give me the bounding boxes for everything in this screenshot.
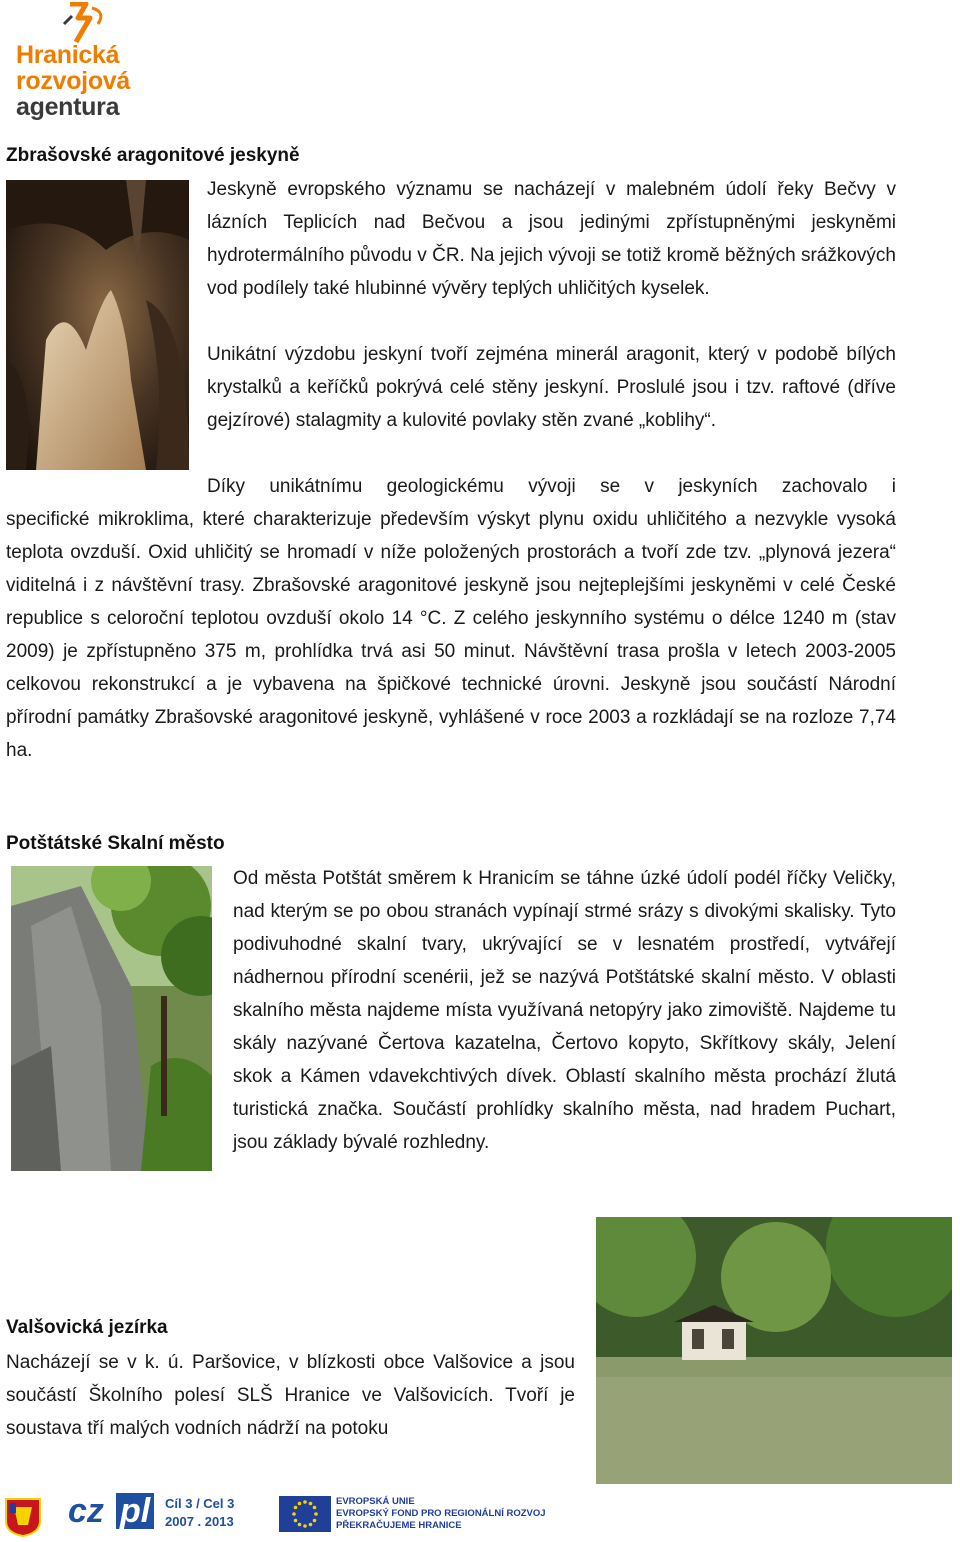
hranicka-logo bbox=[16, 2, 130, 124]
cil3-line1: Cíl 3 / Cel 3 bbox=[165, 1496, 235, 1511]
eu-stars-icon bbox=[279, 1496, 331, 1532]
logo-line-2: rozvojová bbox=[16, 67, 130, 95]
caves-paragraph-1: Jeskyně evropského významu se nacházejí v malebném údolí řeky Bečvy v lázních Teplicích nad Bečvou a jsou jedinými zpřístupněnými jeskyněmi hydrotermálního původu v ČR. Na jejich vývoji se totiž kromě běžných srážkových vod podílely také hlubinné vývěry teplých uhličitých kyselek. bbox=[207, 179, 896, 299]
logo-line-1: Hranická bbox=[16, 41, 120, 69]
czpl-logo bbox=[68, 1492, 160, 1531]
logo-mark-icon bbox=[56, 2, 116, 46]
eu-text-block bbox=[336, 1496, 546, 1536]
eu-line-2: EVROPSKÝ FOND PRO REGIONÁLNÍ ROZVOJ bbox=[336, 1508, 546, 1519]
eu-flag bbox=[279, 1496, 331, 1532]
section-heading-rock-town: Potštátské Skalní město bbox=[6, 833, 225, 854]
eu-line-3: PŘEKRAČUJEME HRANICE bbox=[336, 1520, 462, 1531]
caves-paragraph-3-first-line: Díky unikátnímu geologickému vývoji se v jeskyních zachovalo i bbox=[207, 476, 896, 497]
cil3-logo bbox=[165, 1496, 245, 1532]
section-heading-ponds: Valšovická jezírka bbox=[6, 1317, 168, 1338]
region-emblem bbox=[4, 1497, 42, 1537]
emblem-icon bbox=[4, 1497, 42, 1537]
pond-photo bbox=[596, 1217, 952, 1484]
logo-line-3: agentura bbox=[16, 93, 120, 121]
caves-paragraph-2: Unikátní výzdobu jeskyní tvoří zejména minerál aragonit, který v podobě bílých krystalků a keříčků pokrývá celé stěny jeskyní. Proslulé jsou i tzv. raftové (dříve gejzírové) stalagmity a kulovité povlaky stěn zvané „koblihy“. bbox=[207, 344, 896, 431]
ponds-paragraph: Nacházejí se v k. ú. Paršovice, v blízkosti obce Valšovice a jsou součástí Školního polesí SLŠ Hranice ve Valšovicích. Tvoří je soustava tří malých vodních nádrží na potoku bbox=[6, 1352, 575, 1439]
czpl-pl: pl bbox=[116, 1493, 154, 1529]
caves-paragraph-3: specifické mikroklima, které charakterizuje především výskyt plynu oxidu uhličitého a nezvykle vysoká teplota ovzduší. Oxid uhličitý se hromadí v níže položených prostorách a tvoří zde tzv. „plynová jezera“ viditelná i z návštěvní trasy. Zbrašovské aragonitové jeskyně jsou nejteplejšími jeskyněmi v celé České republice s celoroční teplotou ovzduší okolo 14 °C. Z celého jeskynního systému o délce 1240 m (stav 2009) je zpřístupněno 375 m, prohlídka trvá asi 50 minut. Návštěvní trasa prošla v letech 2003-2005 celkovou rekonstrukcí a je vybavena na špičkové technické úrovni. Jeskyně jsou součástí Národní přírodní památky Zbrašovské aragonitové jeskyně, vyhlášené v roce 2003 a rozkládají se na rozloze 7,74 ha. bbox=[6, 509, 896, 761]
rock-town-photo bbox=[11, 866, 212, 1171]
eu-line-1: EVROPSKÁ UNIE bbox=[336, 1496, 415, 1507]
section-heading-caves: Zbrašovské aragonitové jeskyně bbox=[6, 145, 300, 166]
cil3-line2: 2007 . 2013 bbox=[165, 1514, 234, 1529]
rock-town-paragraph: Od města Potštát směrem k Hranicím se táhne úzké údolí podél říčky Veličky, nad kterým se po obou stranách vypínají strmé srázy s divokými skalisky. Tyto podivuhodné skalní tvary, ukrývající se v lesnatém prostředí, vytvářejí nádhernou přírodní scenérii, jež se nazývá Potštátské skalní město. V oblasti skalního města najdeme místa využívaná netopýry jako zimoviště. Najdeme tu skály nazývané Čertova kazatelna, Čertovo kopyto, Skřítkovy skály, Jelení skok a Kámen vdavekchtivých dívek. Oblastí skalního města prochází žlutá turistická značka. Součástí prohlídky skalního města, nad hradem Puchart, jsou základy bývalé rozhledny. bbox=[233, 868, 896, 1153]
cave-photo bbox=[6, 180, 189, 470]
czpl-cz: cz bbox=[68, 1492, 104, 1530]
